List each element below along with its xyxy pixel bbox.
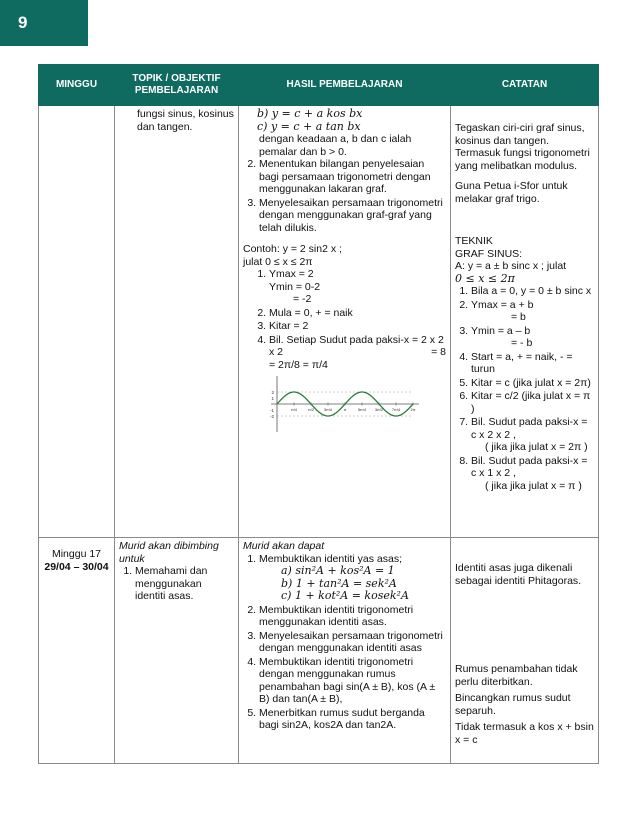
row2-notes-cell xyxy=(451,538,599,764)
header-notes: CATATAN xyxy=(451,65,599,106)
list-item: 5. Kitar = c (jika julat x = 2π) xyxy=(471,377,594,390)
step-angle-size: = 2π/8 = π/4 xyxy=(269,358,328,371)
row1-topic-text: fungsi sinus, kosinus dan tangen. xyxy=(137,108,234,133)
row2-week-cell xyxy=(39,538,115,764)
page-number-badge: 9 xyxy=(0,0,88,46)
header-outcomes: HASIL PEMBELAJARAN xyxy=(239,65,451,106)
row1-condition: dengan keadaan a, b dan c ialah pemalar dan b > 0. xyxy=(259,133,412,158)
teknik-title: TEKNIK xyxy=(455,235,493,247)
x-tick-label: 3π/4 xyxy=(323,407,333,412)
row2-outcomes-cell xyxy=(239,538,451,764)
row1-eq-c: c) y = c + a tan bx xyxy=(257,119,361,133)
row2-topic-cell xyxy=(115,538,239,764)
teknik-ymin: 3. Ymin = a – b xyxy=(471,324,531,337)
list-item: 3. Menyelesaikan persamaan trigonometri dengan menggunakan identiti asas xyxy=(259,630,446,655)
step-angle-count: 4. Bil. Setiap Sudut pada paksi-x = 2 x 2 xyxy=(269,333,444,346)
example-range: julat 0 ≤ x ≤ 2π xyxy=(243,255,313,268)
list-item: 4. Start = a, + = naik, - = turun xyxy=(471,351,594,376)
x-tick-label: π xyxy=(343,407,347,412)
row2-note-exclude: Tidak termasuk a kos x + bsin x = c xyxy=(455,721,594,746)
identity-intro: 1. Membuktikan identiti yas asas; xyxy=(259,552,402,565)
teknik-bil-pi-note: ( jika jika julat x = π ) xyxy=(485,479,582,492)
list-item: 3. Kitar = 2 xyxy=(269,320,446,333)
list-item: 2. Mula = 0, + = naik xyxy=(269,307,446,320)
header-topic: TOPIK / OBJEKTIF PEMBELAJARAN xyxy=(115,65,239,106)
y-tick-label: 1 xyxy=(271,396,274,401)
teknik-ymin-result: = - b xyxy=(511,337,533,349)
identity-b: b) 1 + tan²A = sek²A xyxy=(281,576,397,590)
step-ymin-result: = -2 xyxy=(293,293,312,305)
y-tick-label: -1 xyxy=(269,408,274,413)
list-item xyxy=(269,334,446,372)
list-item xyxy=(471,325,594,350)
x-tick-label: π/2 xyxy=(307,407,315,412)
notes-intro: Tegaskan ciri-ciri graf sinus, kosinus dan tangen. Termasuk fungsi trigonometri yang melibatkan modulus. xyxy=(455,122,590,172)
teknik-bil-2pi-note: ( jika jika julat x = 2π ) xyxy=(485,441,588,453)
header-week: MINGGU xyxy=(39,65,115,106)
list-item: 4. Membuktikan identiti trigonometri dengan menggunakan rumus penambahan bagi sin(A ± B), kos (A ± B) dan tan(A ± B), xyxy=(259,656,446,706)
list-item: 1. Memahami dan menggunakan identiti asas. xyxy=(135,565,234,603)
list-item: 6. Kitar = c/2 (jika julat x = π ) xyxy=(471,390,594,415)
row2-outcome-intro: Murid akan dapat xyxy=(243,540,325,552)
list-item: 5. Menerbitkan rumus sudut berganda bagi sin2A, kos2A dan tan2A. xyxy=(259,707,446,732)
list-item: 1. Bila a = 0, y = 0 ± b sinc x xyxy=(471,285,594,298)
identity-c: c) 1 + kot²A = kosek²A xyxy=(281,589,409,602)
list-item xyxy=(471,299,594,324)
row1-outcomes-cell xyxy=(239,106,451,538)
table-header-row xyxy=(39,65,599,106)
list-item: 2. Menentukan bilangan penyelesaian bagi persamaan trigonometri dengan menggunakan lakaran graf. xyxy=(259,158,446,196)
step-ymin: Ymin = 0-2 xyxy=(269,280,321,293)
row2-dates: 29/04 – 30/04 xyxy=(44,560,109,573)
row2-note-pythagoras: Identiti asas juga dikenali sebagai identiti Phitagoras. xyxy=(455,562,582,587)
row2-note-rumus: Rumus penambahan tidak perlu diterbitkan. xyxy=(455,663,578,688)
row2-topic-intro: Murid akan dibimbing untuk xyxy=(119,540,219,565)
step-ymax: 1. Ymax = 2 xyxy=(269,268,314,280)
list-item: 3. Menyelesaikan persamaan trigonometri dengan menggunakan graf-graf yang telah dilukis. xyxy=(259,197,446,235)
row1-topic-cell xyxy=(115,106,239,538)
syllabus-table xyxy=(38,64,599,764)
teknik-ymax-result: = b xyxy=(511,311,526,323)
teknik-bil-pi: 8. Bil. Sudut pada paksi-x = c x 1 x 2 , xyxy=(471,454,588,479)
list-item: 2. Membuktikan identiti trigonometri menggunakan identiti asas. xyxy=(259,604,446,629)
list-item xyxy=(471,416,594,454)
y-tick-label: -2 xyxy=(269,414,274,419)
x-tick-label: π/4 xyxy=(290,407,298,412)
x-tick-label: 5π/4 xyxy=(357,407,367,412)
notes-guna: Guna Petua i-Sfor untuk melakar graf trigo. xyxy=(455,180,568,205)
row1-week-cell xyxy=(39,106,115,538)
table-row xyxy=(39,538,599,764)
example-line: Contoh: y = 2 sin2 x ; xyxy=(243,243,342,255)
list-item xyxy=(259,553,446,603)
sine-wave-graph xyxy=(249,372,429,436)
row2-week: Minggu 17 xyxy=(51,548,102,560)
identity-a: a) sin²A + kos²A = 1 xyxy=(281,564,395,577)
row1-eq-b: b) y = c + a kos bx xyxy=(257,107,363,120)
row2-note-separuh: Bincangkan rumus sudut separuh. xyxy=(455,692,571,717)
teknik-ymax: 2. Ymax = a + b xyxy=(471,298,534,311)
teknik-a: A: y = a ± b sinc x ; julat xyxy=(455,260,567,272)
step-angle-total: = 8 xyxy=(431,346,446,358)
teknik-sub: GRAF SINUS: xyxy=(455,247,523,260)
list-item xyxy=(269,268,446,306)
table-row xyxy=(39,106,599,538)
teknik-bil-2pi: 7. Bil. Sudut pada paksi-x = c x 2 x 2 , xyxy=(471,416,588,441)
list-item xyxy=(471,455,594,493)
x-tick-label: 7π/4 xyxy=(391,407,401,412)
x-tick-label: 2π xyxy=(410,407,416,412)
step-angle-x2: x 2 xyxy=(269,346,284,358)
y-tick-label: 2 xyxy=(271,390,274,395)
x-tick-label: 3π/2 xyxy=(374,407,384,412)
row1-notes-cell xyxy=(451,106,599,538)
teknik-range: 0 ≤ x ≤ 2π xyxy=(455,271,515,285)
